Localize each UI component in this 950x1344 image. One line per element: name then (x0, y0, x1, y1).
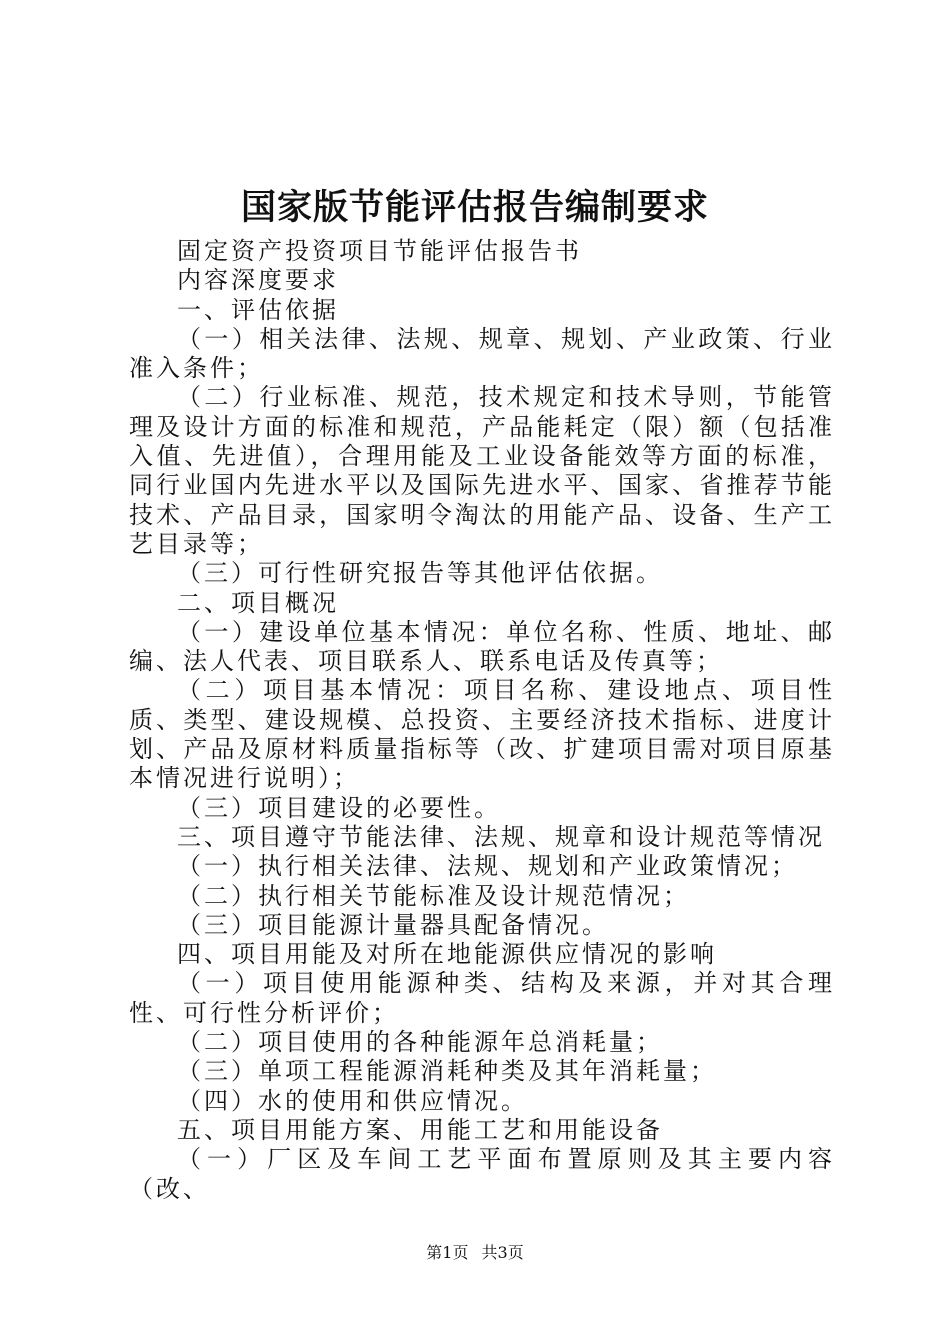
body-paragraph: 二、项目概况 (177, 588, 339, 617)
body-paragraph: （一）厂区及车间工艺平面布置原则及其主要内容（改、 (129, 1145, 835, 1203)
body-paragraph: （三）可行性研究报告等其他评估依据。 (177, 559, 663, 588)
body-paragraph: （一）相关法律、法规、规章、规划、产业政策、行业准入条件； (129, 324, 835, 383)
body-paragraph: （二）执行相关节能标准及设计规范情况； (177, 881, 690, 910)
body-paragraph: （三）单项工程能源消耗种类及其年消耗量； (177, 1057, 717, 1086)
body-paragraph: 内容深度要求 (177, 266, 339, 295)
body-paragraph: （一）建设单位基本情况：单位名称、性质、地址、邮编、法人代表、项目联系人、联系电话及传真等； (129, 617, 835, 676)
document-title: 国家版节能评估报告编制要求 (240, 188, 709, 228)
body-paragraph: （三）项目建设的必要性。 (177, 793, 501, 822)
body-paragraph: （三）项目能源计量器具配备情况。 (177, 910, 609, 939)
body-paragraph: 五、项目用能方案、用能工艺和用能设备 (177, 1115, 663, 1144)
body-paragraph: （一）执行相关法律、法规、规划和产业政策情况； (177, 852, 798, 881)
page-number: 第1页 (426, 1243, 469, 1262)
body-paragraph: 三、项目遵守节能法律、法规、规章和设计规范等情况 (177, 822, 825, 851)
body-paragraph: （一）项目使用能源种类、结构及来源，并对其合理性、可行性分析评价； (129, 969, 835, 1027)
body-paragraph: 四、项目用能及对所在地能源供应情况的影响 (177, 940, 717, 969)
body-paragraph: （二）项目基本情况：项目名称、建设地点、项目性质、类型、建设规模、总投资、主要经济技术指标、进度计划、产品及原材料质量指标等（改、扩建项目需对项目原基本情况进行说明）； (129, 676, 835, 793)
body-paragraph: （四）水的使用和供应情况。 (177, 1086, 528, 1115)
document-body (129, 237, 835, 1204)
body-paragraph: （二）项目使用的各种能源年总消耗量； (177, 1028, 663, 1057)
body-paragraph: 固定资产投资项目节能评估报告书 (177, 237, 582, 265)
body-paragraph: （二）行业标准、规范，技术规定和技术导则，节能管理及设计方面的标准和规范，产品能耗定（限）额（包括准入值、先进值），合理用能及工业设备能效等方面的标准，同行业国内先进水平以及国际先进水平、国家、省推荐节能技术、产品目录，国家明令淘汰的用能产品、设备、生产工艺目录等； (129, 383, 835, 558)
body-paragraph: 一、评估依据 (177, 295, 339, 324)
page-footer (0, 1243, 950, 1263)
page-total: 共3页 (481, 1243, 524, 1262)
